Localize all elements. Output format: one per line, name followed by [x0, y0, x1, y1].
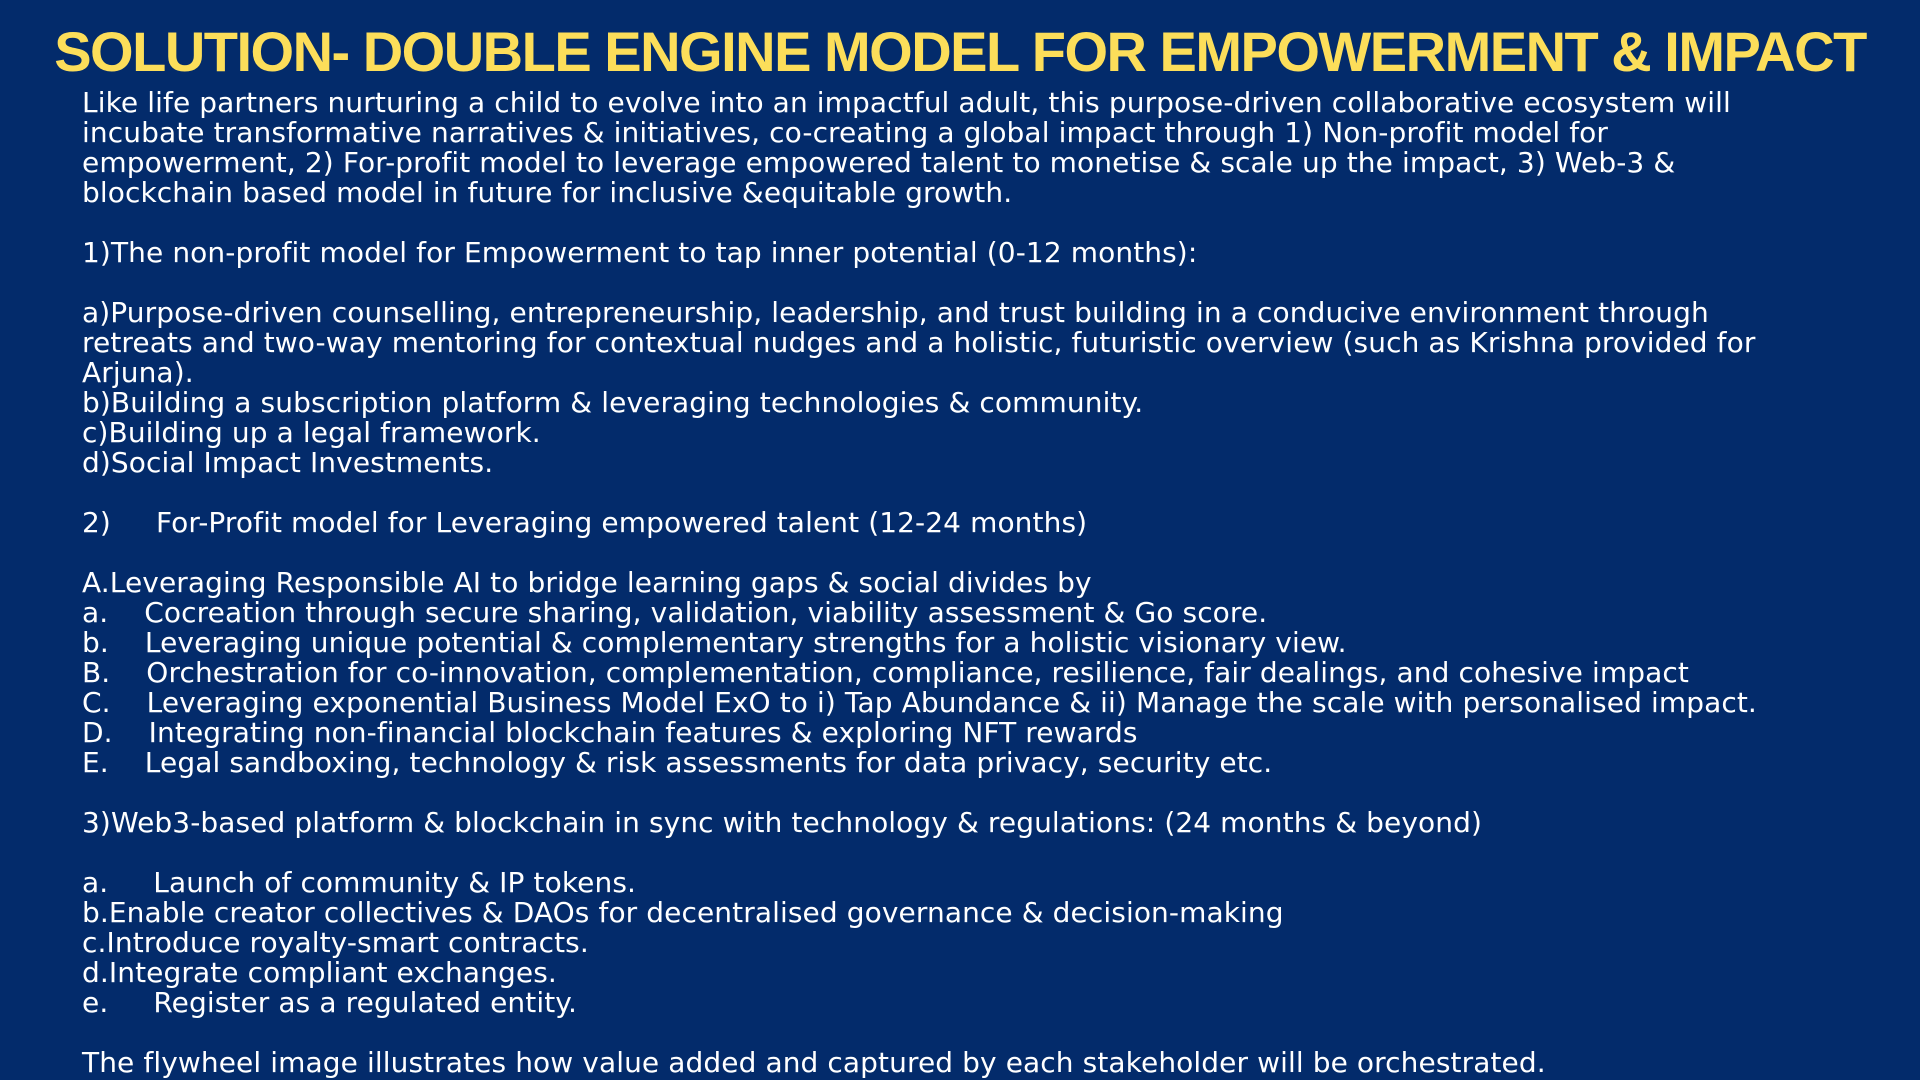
intro-line: empowerment, 2) For-profit model to leverage empowered talent to monetise & scale up the impact, 3) Web-3 & — [82, 146, 1676, 179]
list-item: a. Cocreation through secure sharing, validation, viability assessment & Go score. — [82, 596, 1268, 629]
section-heading: 1)The non-profit model for Empowerment to tap inner potential (0-12 months): — [82, 236, 1198, 269]
section-heading: 2) For-Profit model for Leveraging empowered talent (12-24 months) — [82, 506, 1088, 539]
list-item: e. Register as a regulated entity. — [82, 986, 577, 1019]
list-item: b.Enable creator collectives & DAOs for decentralised governance & decision-making — [82, 896, 1284, 929]
section-forprofit — [82, 508, 1872, 778]
intro-line: blockchain based model in future for inclusive &equitable growth. — [82, 176, 1013, 209]
intro-line: Like life partners nurturing a child to evolve into an impactful adult, this purpose-driven collaborative ecosystem will — [82, 86, 1731, 119]
spacer — [82, 268, 1872, 298]
list-item: c.Introduce royalty-smart contracts. — [82, 926, 589, 959]
section-heading: 3)Web3-based platform & blockchain in sync with technology & regulations: (24 months & beyond) — [82, 806, 1483, 839]
closing-statement: The flywheel image illustrates how value added and captured by each stakeholder will be orchestrated. — [82, 1046, 1546, 1079]
spacer — [82, 208, 1872, 238]
list-item: c)Building up a legal framework. — [82, 416, 541, 449]
spacer — [82, 538, 1872, 568]
spacer — [82, 838, 1872, 868]
list-item: C. Leveraging exponential Business Model ExO to i) Tap Abundance & ii) Manage the scale with personalised impact. — [82, 686, 1757, 719]
spacer — [82, 1018, 1872, 1048]
list-item: d)Social Impact Investments. — [82, 446, 494, 479]
list-item: d.Integrate compliant exchanges. — [82, 956, 557, 989]
intro-line: incubate transformative narratives & initiatives, co-creating a global impact through 1) Non-profit model for — [82, 116, 1609, 149]
list-item: E. Legal sandboxing, technology & risk assessments for data privacy, security etc. — [82, 746, 1273, 779]
list-item: retreats and two-way mentoring for contextual nudges and a holistic, futuristic overview (such as Krishna provided for — [82, 326, 1756, 359]
list-item: A.Leveraging Responsible AI to bridge learning gaps & social divides by — [82, 566, 1092, 599]
list-item: a. Launch of community & IP tokens. — [82, 866, 637, 899]
section-web3 — [82, 808, 1872, 1018]
list-item: B. Orchestration for co-innovation, complementation, compliance, resilience, fair dealings, and cohesive impact — [82, 656, 1689, 689]
spacer — [82, 478, 1872, 508]
section-nonprofit — [82, 238, 1872, 478]
intro-paragraph — [82, 88, 1872, 208]
list-item: b. Leveraging unique potential & complementary strengths for a holistic visionary view. — [82, 626, 1347, 659]
list-item: Arjuna). — [82, 356, 194, 389]
list-item: D. Integrating non-financial blockchain features & exploring NFT rewards — [82, 716, 1138, 749]
list-item: b)Building a subscription platform & leveraging technologies & community. — [82, 386, 1144, 419]
list-item: a)Purpose-driven counselling, entrepreneurship, leadership, and trust building in a conducive environment through — [82, 296, 1709, 329]
slide-body — [82, 88, 1872, 1078]
slide-title: SOLUTION- DOUBLE ENGINE MODEL FOR EMPOWERMENT & IMPACT — [54, 20, 1866, 83]
spacer — [82, 778, 1872, 808]
